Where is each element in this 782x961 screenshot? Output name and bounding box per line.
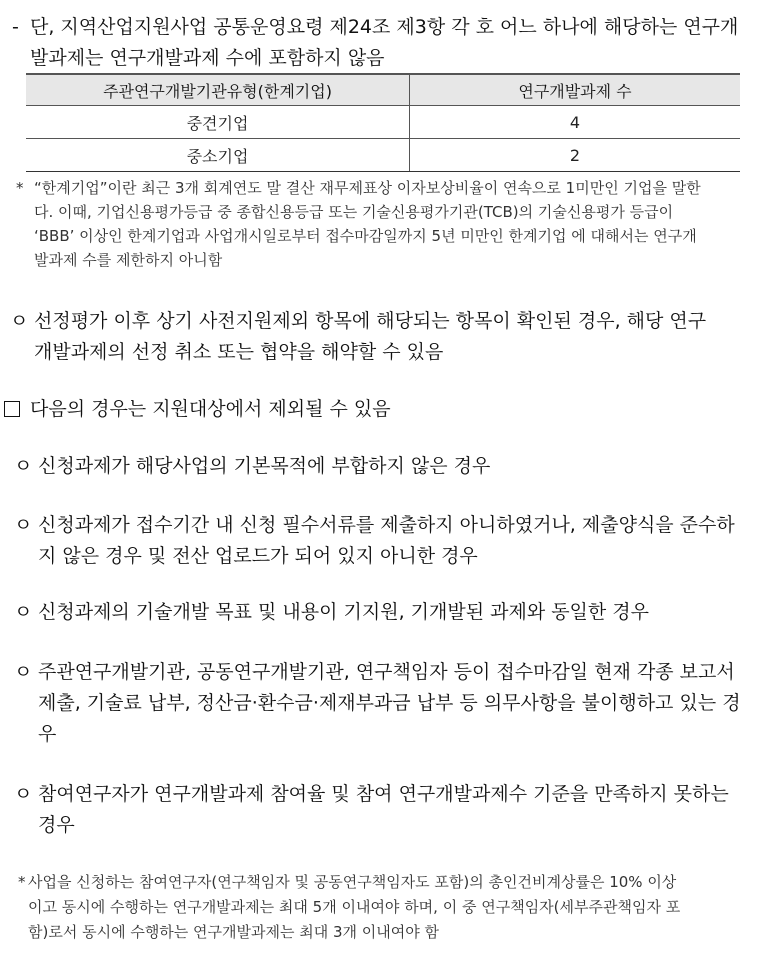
section-heading — [4, 394, 391, 425]
list-item-line: 주관연구개발기관, 공동연구개발기관, 연구책임자 등이 접수마감일 현재 각종 보고서 — [38, 661, 735, 683]
list-item-line: 참여연구자가 연구개발과제 참여율 및 참여 연구개발과제수 기준을 만족하지 못하는 — [38, 783, 729, 805]
intro-paragraph — [6, 12, 738, 74]
bullet-selection-cancel — [10, 306, 706, 368]
bullet-marker: ㅇ — [14, 601, 33, 623]
bullet-marker: ㅇ — [14, 514, 33, 536]
table-row — [26, 139, 740, 172]
table-header-row — [26, 74, 740, 106]
asterisk-marker: * — [18, 873, 26, 891]
footnote-line: 발과제 수를 제한하지 아니함 — [34, 251, 223, 269]
list-item — [14, 779, 729, 841]
table-cell: 중견기업 — [26, 106, 410, 139]
bullet-line: 개발과제의 선정 취소 또는 협약을 해약할 수 있음 — [34, 341, 444, 363]
bullet-marker: ㅇ — [14, 783, 33, 805]
bullet-line: 선정평가 이후 상기 사전지원제외 항목에 해당되는 항목이 확인된 경우, 해당 연구 — [34, 310, 707, 332]
list-item-line: 신청과제의 기술개발 목표 및 내용이 기지원, 기개발된 과제와 동일한 경우 — [38, 601, 650, 623]
list-item-line: 우 — [38, 723, 57, 745]
asterisk-marker: * — [16, 179, 24, 197]
dash-marker: - — [12, 16, 19, 38]
table-header-cell: 연구개발과제 수 — [410, 74, 741, 106]
list-item — [14, 451, 490, 482]
list-item — [14, 510, 735, 572]
table-cell: 4 — [410, 106, 741, 139]
footnote-line: 이고 동시에 수행하는 연구개발과제는 최대 5개 이내여야 하며, 이 중 연구책임자(세부주관책임자 포 — [28, 898, 681, 916]
footnote-marginal-company — [16, 176, 701, 272]
square-bullet-icon — [4, 401, 20, 417]
list-item — [14, 597, 649, 628]
footnote-line: ‘BBB’ 이상인 한계기업과 사업개시일로부터 접수마감일까지 5년 미만인 한계기업 에 대해서는 연구개 — [34, 227, 697, 245]
table-row — [26, 106, 740, 139]
list-item-line: 지 않은 경우 및 전산 업로드가 되어 있지 아니한 경우 — [38, 545, 478, 567]
list-item-line: 경우 — [38, 814, 75, 836]
project-count-table — [26, 73, 740, 172]
bullet-marker: ㅇ — [14, 661, 33, 683]
intro-line: 단, 지역산업지원사업 공통운영요령 제24조 제3항 각 호 어느 하나에 해당하는 연구개 — [30, 16, 739, 38]
list-item-line: 신청과제가 접수기간 내 신청 필수서류를 제출하지 아니하였거나, 제출양식을 준수하 — [38, 514, 735, 536]
list-item-line: 신청과제가 해당사업의 기본목적에 부합하지 않은 경우 — [38, 455, 491, 477]
footnote-line: 다. 이때, 기업신용평가등급 중 종합신용등급 또는 기술신용평가기관(TCB)의 기술신용평가 등급이 — [34, 203, 674, 221]
footnote-line: “한계기업”이란 최근 3개 회계연도 말 결산 재무제표상 이자보상비율이 연속으로 1미만인 기업을 말한 — [34, 179, 701, 197]
footnote-line: 함)로서 동시에 수행하는 연구개발과제는 최대 3개 이내여야 함 — [28, 923, 440, 941]
footnote-participation-rate — [18, 870, 680, 945]
footnote-line: 사업을 신청하는 참여연구자(연구책임자 및 공동연구책임자도 포함)의 총인건비계상률은 10% 이상 — [28, 873, 677, 891]
list-item — [14, 657, 741, 750]
bullet-marker: ㅇ — [14, 455, 33, 477]
intro-line: 발과제는 연구개발과제 수에 포함하지 않음 — [30, 47, 385, 69]
list-item-line: 제출, 기술료 납부, 정산금·환수금·제재부과금 납부 등 의무사항을 불이행하고 있는 경 — [38, 692, 741, 714]
table-cell: 중소기업 — [26, 139, 410, 172]
bullet-marker: ㅇ — [10, 310, 29, 332]
section-title: 다음의 경우는 지원대상에서 제외될 수 있음 — [30, 398, 391, 420]
table-header-cell: 주관연구개발기관유형(한계기업) — [26, 74, 410, 106]
table-cell: 2 — [410, 139, 741, 172]
